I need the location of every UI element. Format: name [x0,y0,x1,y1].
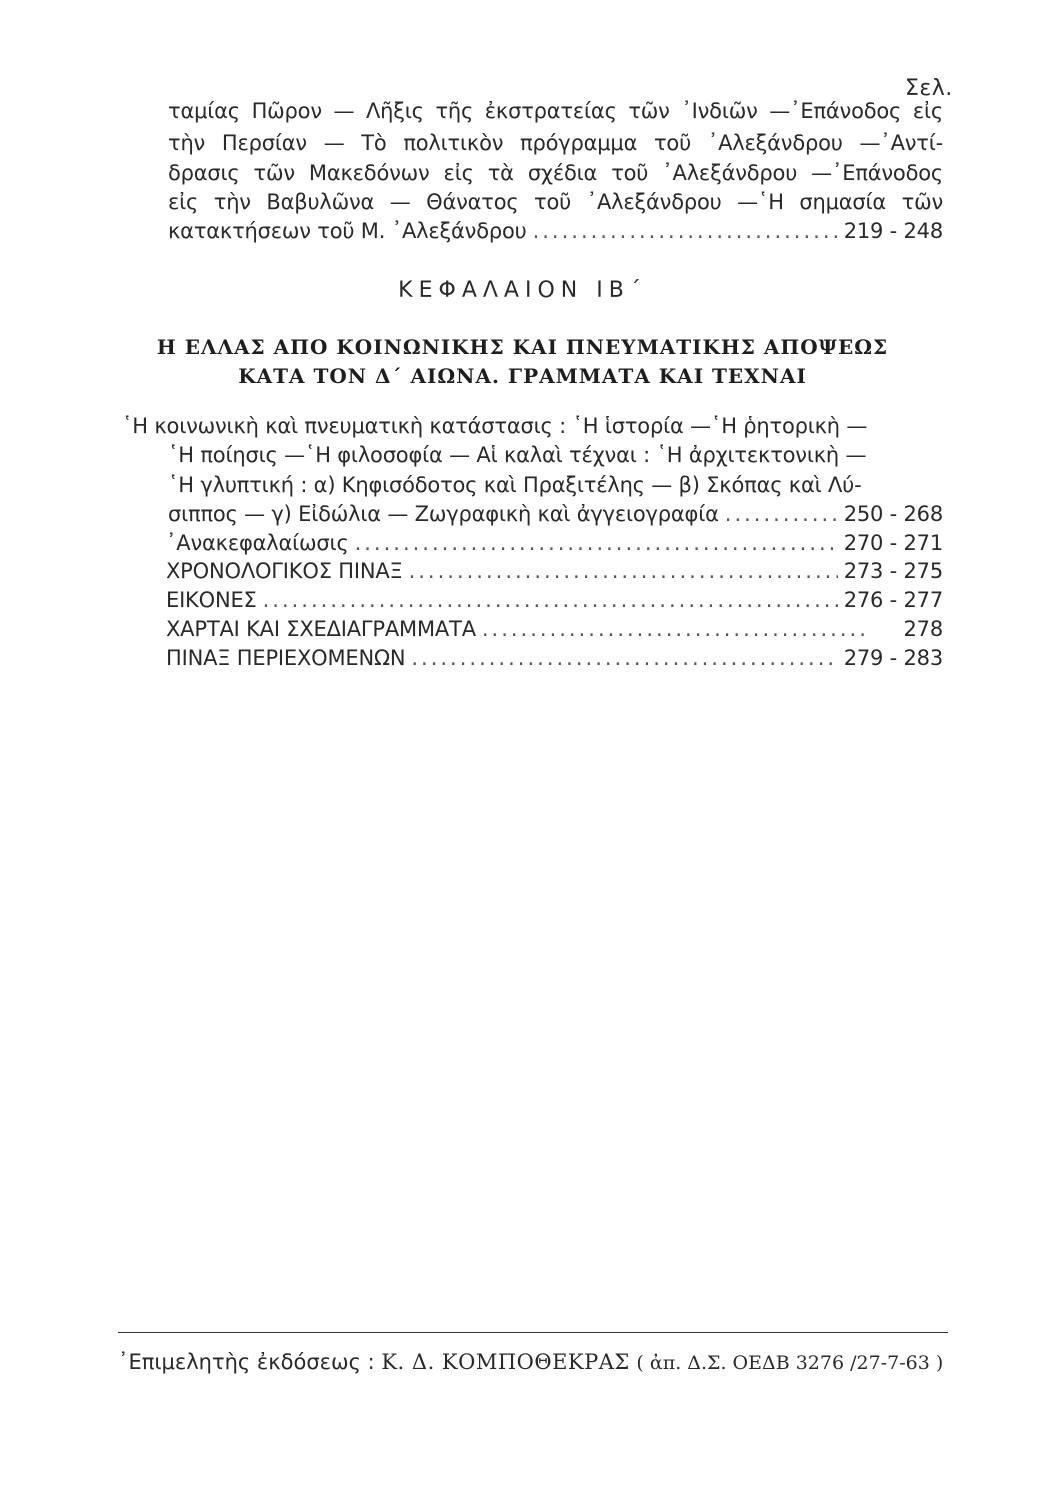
toc-entry-line: ῾Η κοινωνικὴ καὶ πνευματικὴ κατάστασις : ῾Η ἱστορία —῾Η ῥητορικὴ — [122,414,868,438]
toc-entry-text: ΧΡΟΝΟΛΟΓΙΚΟΣ ΠΙΝΑΞ [166,559,403,583]
page-range: 278 [903,617,943,641]
editor-name: Κ. Δ. ΚΟΜΠΟΘΕΚΡΑΣ [381,1350,630,1374]
toc-entry [166,530,943,556]
dot-leader [533,218,838,244]
toc-entry [166,558,943,584]
toc-entry-line: εἰς τὴν Βαβυλῶνα — Θάνατος τοῦ ᾿Αλεξάνδρου —῾Η σημασία τῶν [168,190,943,214]
toc-entry-line: ταμίας Πῶρον — Λῆξις τῆς ἐκστρατείας τῶν ᾿Ινδιῶν —᾿Επάνοδος εἰς [168,99,943,123]
toc-entry-text: ΧΑΡΤΑΙ ΚΑΙ ΣΧΕΔΙΑΓΡΑΜΜΑΤΑ [166,617,476,641]
approval-note: ( ἀπ. Δ.Σ. ΟΕΔΒ 3276 /27-7-63 ) [636,1352,944,1374]
toc-entry-line: ῾Η ποίησις —῾Η φιλοσοφία — Αἱ καλαὶ τέχναι : ῾Η ἀρχιτεκτονικὴ — [168,443,867,467]
toc-entry-line: τὴν Περσίαν — Τὸ πολιτικὸν πρόγραμμα τοῦ ᾿Αλεξάνδρου —᾿Αντί- [168,131,943,155]
chapter-title-line1: Η ΕΛΛΑΣ ΑΠΟ ΚΟΙΝΩΝΙΚΗΣ ΚΑΙ ΠΝΕΥΜΑΤΙΚΗΣ ΑΠΟΨΕΩΣ [156,335,889,359]
toc-entry-text: σιππος — γ) Εἰδώλια — Ζωγραφικὴ καὶ ἀγγειογραφία [168,502,719,526]
page-range: 273 - 275 [843,559,943,583]
editor-imprint [118,1350,948,1374]
page-range: 270 - 271 [843,531,943,555]
toc-entry-text: κατακτήσεων τοῦ Μ. ᾿Αλεξάνδρου [168,219,527,243]
toc-entry-final [168,501,943,527]
chapter-title-line2: ΚΑΤΑ ΤΟΝ Δ΄ ΑΙΩΝΑ. ΓΡΑΜΜΑΤΑ ΚΑΙ ΤΕΧΝΑΙ [238,364,807,388]
toc-entry [166,587,943,613]
page-column-label: Σελ. [905,76,953,101]
toc-entry [166,616,943,642]
toc-entry-final [168,218,943,244]
page-range: 279 - 283 [843,646,943,670]
page-range: 219 - 248 [843,219,943,243]
toc-entry-text: ΠΙΝΑΞ ΠΕΡΙΕΧΟΜΕΝΩΝ [166,646,406,670]
toc-entry-text: ᾿Ανακεφαλαίωσις [166,531,349,555]
toc-entry-text: ΕΙΚΟΝΕΣ [166,588,257,612]
page-range: 276 - 277 [843,588,943,612]
dot-leader [355,530,838,556]
dot-leader [482,616,864,642]
dot-leader [411,645,837,671]
chapter-label: ΚΕΦΑΛΑΙΟΝ ΙΒ΄ [398,278,647,303]
toc-entry [166,645,943,671]
toc-entry-line: ῾Η γλυπτική : α) Κηφισόδοτος καὶ Πραξιτέλης — β) Σκόπας καὶ Λύ- [168,473,862,497]
dot-leader [725,501,838,527]
dot-leader [263,587,838,613]
footer-rule [118,1332,948,1333]
dot-leader [409,558,838,584]
editor-label: ᾿Επιμελητὴς ἐκδόσεως : [118,1350,375,1374]
toc-entry-line: δρασις τῶν Μακεδόνων εἰς τὰ σχέδια τοῦ ᾿Αλεξάνδρου —᾿Επάνοδος [168,161,943,185]
page-range: 250 - 268 [843,502,943,526]
